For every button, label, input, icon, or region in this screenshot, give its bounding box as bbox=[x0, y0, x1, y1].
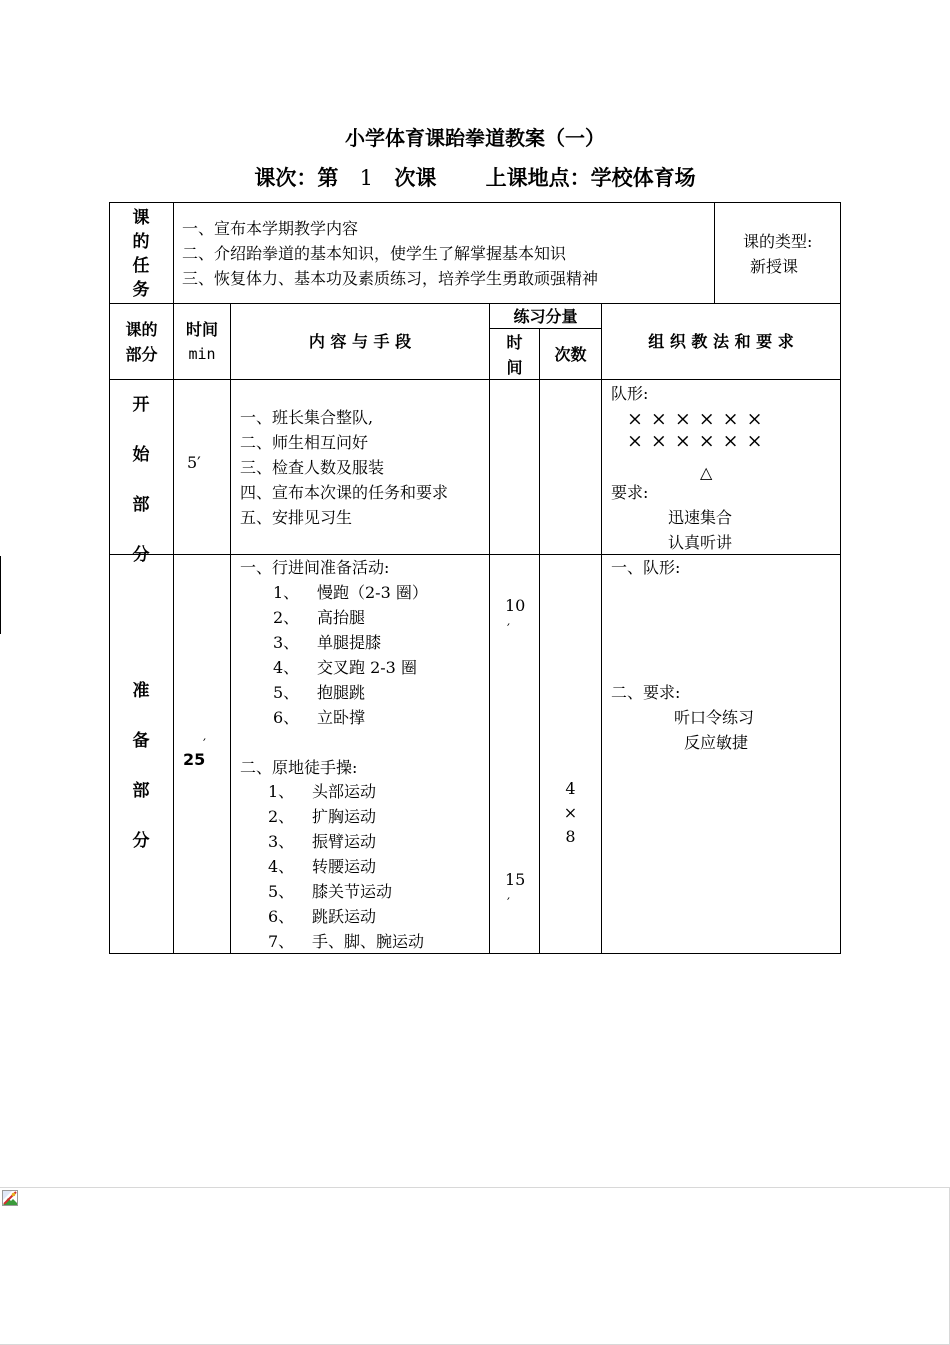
header-time-line1: 时间 bbox=[185, 320, 218, 339]
lesson-info bbox=[0, 162, 950, 192]
list-item-num: 4、 bbox=[268, 857, 295, 876]
section-start-item: 一、班长集合整队, bbox=[240, 408, 374, 427]
list-item bbox=[268, 779, 376, 804]
list-item bbox=[268, 879, 392, 904]
formation-label: 一、队形: bbox=[611, 558, 681, 577]
section-label-char: 开 bbox=[132, 395, 150, 415]
task-label-char: 课 bbox=[132, 208, 150, 228]
list-item bbox=[273, 655, 417, 680]
formation-row: ×××××× bbox=[627, 430, 771, 452]
section-label-char: 分 bbox=[132, 545, 150, 565]
list-item-num: 3、 bbox=[273, 633, 300, 652]
header-practice-time bbox=[490, 330, 539, 380]
practice-time-mark: ′ bbox=[507, 622, 510, 637]
list-item-text: 手、脚、腕运动 bbox=[312, 932, 425, 951]
practice-count bbox=[540, 777, 601, 849]
teacher-mark: △ bbox=[700, 463, 713, 482]
list-item-num: 2、 bbox=[273, 608, 300, 627]
section-label-char: 准 bbox=[132, 681, 150, 701]
header-practice-time-line2: 间 bbox=[506, 358, 523, 377]
list-item-num: 5、 bbox=[273, 683, 300, 702]
requirement-label: 二、要求: bbox=[611, 683, 681, 702]
practice-count-char: 4 bbox=[565, 779, 576, 798]
list-item-text: 交叉跑 2-3 圈 bbox=[317, 658, 417, 677]
lesson-number-label: 课次：第 bbox=[254, 166, 339, 190]
lesson-number: 1 bbox=[359, 166, 374, 190]
header-practice: 练习分量 bbox=[513, 307, 578, 326]
prep-heading: 二、原地徒手操: bbox=[240, 758, 358, 777]
list-item-num: 6、 bbox=[268, 907, 295, 926]
section-prep-label bbox=[126, 666, 156, 866]
list-item-num: 1、 bbox=[273, 583, 300, 602]
list-item-text: 慢跑（2-3 圈） bbox=[317, 583, 428, 602]
list-item-num: 1、 bbox=[268, 782, 295, 801]
requirement-item: 认真听讲 bbox=[668, 533, 733, 552]
list-item bbox=[273, 680, 365, 705]
lesson-type-label: 课的类型: bbox=[743, 232, 813, 251]
list-item-num: 2、 bbox=[268, 807, 295, 826]
list-item-text: 扩胸运动 bbox=[312, 807, 377, 826]
requirement-label: 要求: bbox=[611, 483, 649, 502]
task-item: 一、宣布本学期教学内容 bbox=[182, 219, 359, 238]
requirement-item: 反应敏捷 bbox=[684, 733, 749, 752]
formation-row: ×××××× bbox=[627, 408, 771, 430]
requirement-item: 迅速集合 bbox=[668, 508, 733, 527]
header-part-line1: 课的 bbox=[125, 320, 158, 339]
header-practice-time-line1: 时 bbox=[506, 333, 523, 352]
list-item-text: 振臂运动 bbox=[312, 832, 377, 851]
list-item-num: 6、 bbox=[273, 708, 300, 727]
list-item-text: 膝关节运动 bbox=[312, 882, 393, 901]
location-label: 上课地点：学校体育场 bbox=[485, 166, 696, 190]
section-label-char: 始 bbox=[132, 445, 150, 465]
header-time-line2: min bbox=[188, 345, 216, 363]
section-label-char: 分 bbox=[132, 831, 150, 851]
section-start-item: 五、安排见习生 bbox=[240, 508, 353, 527]
section-start-item: 二、师生相互问好 bbox=[240, 433, 369, 452]
embedded-frame bbox=[0, 1187, 950, 1345]
lesson-type-value: 新授课 bbox=[750, 257, 799, 276]
section-start-item: 四、宣布本次课的任务和要求 bbox=[240, 483, 449, 502]
task-label-char: 务 bbox=[132, 280, 150, 300]
list-item-text: 高抬腿 bbox=[317, 608, 366, 627]
section-label-char: 部 bbox=[132, 781, 150, 801]
formation-label: 队形: bbox=[611, 384, 649, 403]
list-item-text: 跳跃运动 bbox=[312, 907, 377, 926]
practice-time-mark: ′ bbox=[507, 896, 510, 911]
header-time bbox=[174, 317, 230, 367]
list-item bbox=[273, 605, 365, 630]
header-organization: 组 织 教 法 和 要 求 bbox=[648, 332, 794, 351]
list-item bbox=[268, 829, 376, 854]
list-item-text: 头部运动 bbox=[312, 782, 377, 801]
list-item bbox=[268, 904, 376, 929]
prep-heading: 一、行进间准备活动: bbox=[240, 558, 390, 577]
requirement-item: 听口令练习 bbox=[674, 708, 755, 727]
lesson-unit: 次课 bbox=[394, 166, 437, 190]
list-item bbox=[268, 804, 376, 829]
task-item: 二、介绍跆拳道的基本知识，使学生了解掌握基本知识 bbox=[182, 244, 567, 263]
list-item-num: 4、 bbox=[273, 658, 300, 677]
list-item bbox=[268, 854, 376, 879]
task-item: 三、恢复体力、基本功及素质练习，培养学生勇敢顽强精神 bbox=[182, 269, 599, 288]
practice-time: 10 bbox=[505, 596, 526, 615]
practice-count-char: 8 bbox=[565, 827, 576, 846]
section-start-label bbox=[126, 380, 156, 580]
list-item-text: 抱腿跳 bbox=[317, 683, 366, 702]
section-prep-time-mark: ′ bbox=[203, 737, 206, 752]
list-item-num: 5、 bbox=[268, 882, 295, 901]
list-item bbox=[273, 705, 365, 730]
task-label-char: 的 bbox=[132, 232, 150, 252]
header-practice-count: 次数 bbox=[554, 345, 587, 364]
section-start-item: 三、检查人数及服装 bbox=[240, 458, 385, 477]
list-item bbox=[273, 630, 381, 655]
list-item-num: 3、 bbox=[268, 832, 295, 851]
list-item-num: 7、 bbox=[268, 932, 295, 951]
list-item-text: 立卧撑 bbox=[317, 708, 366, 727]
header-part-line2: 部分 bbox=[125, 345, 158, 364]
task-label bbox=[126, 206, 156, 302]
practice-time: 15 bbox=[505, 870, 526, 889]
list-item bbox=[273, 580, 428, 605]
list-item-text: 单腿提膝 bbox=[317, 633, 382, 652]
practice-count-char: × bbox=[563, 803, 578, 822]
list-item-text: 转腰运动 bbox=[312, 857, 377, 876]
header-part bbox=[110, 317, 173, 367]
task-label-char: 任 bbox=[132, 256, 150, 276]
header-content: 内 容 与 手 段 bbox=[308, 332, 412, 351]
broken-image-icon bbox=[2, 1190, 18, 1206]
section-label-char: 部 bbox=[132, 495, 150, 515]
section-label-char: 备 bbox=[132, 731, 150, 751]
page-edge-marker bbox=[0, 556, 1, 634]
section-prep-time: 25 bbox=[183, 750, 206, 769]
page-title: 小学体育课跆拳道教案（一） bbox=[345, 126, 605, 150]
list-item bbox=[268, 929, 424, 954]
section-start-time: 5′ bbox=[187, 453, 201, 472]
